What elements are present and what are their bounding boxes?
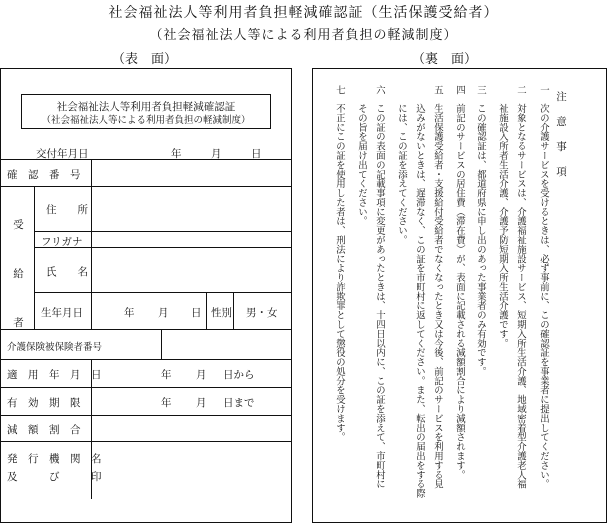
back-side-label: （裏 面） xyxy=(412,52,478,67)
note-item: 一 次の介護サービスを受けるときは、必ず事前に、この確認証を事業者に提出してください。 xyxy=(538,85,549,489)
address-label: 住 所 xyxy=(46,204,88,216)
birth-date-label: 生年月日 xyxy=(41,307,83,319)
valid-month-unit: 月 xyxy=(196,397,207,409)
note-item: 五 生活保護受給者・支援給付受給者でなくなったとき又は今後、前記のサービスを利用する見 xyxy=(432,85,443,489)
valid-year-unit: 年 xyxy=(161,397,172,409)
row-divider xyxy=(1,186,291,187)
note-item: その旨を届け出てください。 xyxy=(356,85,367,226)
birth-year-unit: 年 xyxy=(124,307,135,319)
row-divider xyxy=(1,387,291,388)
birth-month-unit: 月 xyxy=(158,307,169,319)
insured-number-label: 介護保険被保険者番号 xyxy=(7,342,103,353)
card-subtitle: （社会福祉法人等による利用者負担の軽減制度） xyxy=(41,115,251,126)
name-label: 氏 名 xyxy=(46,266,88,278)
apply-month-unit: 月 xyxy=(196,369,207,381)
issue-day-unit: 日 xyxy=(251,148,262,160)
front-side-label: （表 面） xyxy=(112,52,178,67)
birth-day-unit: 日 xyxy=(191,307,202,319)
reduction-rate-label: 減 額 割 合 xyxy=(7,424,81,436)
row-divider xyxy=(1,159,291,160)
sex-label: 性別 xyxy=(211,307,232,319)
valid-until-unit: 日まで xyxy=(223,397,255,409)
issuer-label: 発 行 機 関 名 xyxy=(7,453,102,465)
valid-until-label: 有 効 期 限 xyxy=(7,397,81,409)
note-item: 六 この証の表面の記載事項に変更があったときは、十四日以内に、この証を添えて、市町村に xyxy=(374,85,385,489)
notes-heading: 注 意 事 項 xyxy=(555,91,567,179)
row-divider xyxy=(34,292,291,293)
back-card xyxy=(312,68,607,523)
note-item: 三 この確認証は、都道府県に申し出のあった事業者のみ有効です。 xyxy=(475,85,486,377)
row-divider xyxy=(1,415,291,416)
row-divider xyxy=(34,231,291,232)
note-item: 四 前記のサービスの居住費（滞在費）が、表面に記載される減額割合により減額されます。 xyxy=(454,85,465,480)
document-subtitle: （社会福祉法人等による利用者負担の軽減制度） xyxy=(149,28,458,43)
apply-from-unit: 日から xyxy=(223,369,255,381)
col-divider xyxy=(161,329,162,359)
recipient-label: 受 給 者 xyxy=(12,219,24,342)
note-item: には、この証を添えてください。 xyxy=(396,85,407,245)
front-card xyxy=(0,68,292,523)
row-divider xyxy=(1,441,291,442)
card-title: 社会福祉法人等利用者負担軽減確認証 xyxy=(56,101,236,113)
apply-year-unit: 年 xyxy=(161,369,172,381)
issue-month-unit: 月 xyxy=(211,148,222,160)
issue-date-label: 交付年月日 xyxy=(36,148,89,160)
document-title: 社会福祉法人等利用者負担軽減確認証（生活保護受給者） xyxy=(108,5,499,21)
note-item: 七 不正にこの証を使用した者は、刑法により詐欺罪として懲役の処分を受けます。 xyxy=(334,85,345,442)
col-divider xyxy=(34,186,35,329)
row-divider xyxy=(1,359,291,360)
col-divider xyxy=(233,292,234,329)
col-divider xyxy=(91,159,92,186)
note-item: 祉施設入所者生活介護、介護予防短期入所生活介護です。 xyxy=(497,85,508,348)
col-divider xyxy=(206,292,207,329)
note-item: 込みがないときは、遅滞なく、この証を市町村に返してください。また、転出の届出をする際 xyxy=(414,85,425,499)
issue-year-unit: 年 xyxy=(171,148,182,160)
card-title-box xyxy=(21,94,271,129)
row-divider xyxy=(1,329,291,330)
note-item: 二 対象となるサービスは、介護福祉施設サービス、短期入所生活介護、地域密着型介護老人福 xyxy=(515,85,526,489)
furigana-label: フリガナ xyxy=(41,236,83,248)
confirm-number-label: 確 認 番 号 xyxy=(7,169,81,181)
col-divider xyxy=(91,186,92,329)
apply-date-label: 適 用 年 月 日 xyxy=(7,369,102,381)
issuer-label-2: 及 び 印 xyxy=(7,471,102,483)
sex-value: 男・女 xyxy=(246,307,278,319)
